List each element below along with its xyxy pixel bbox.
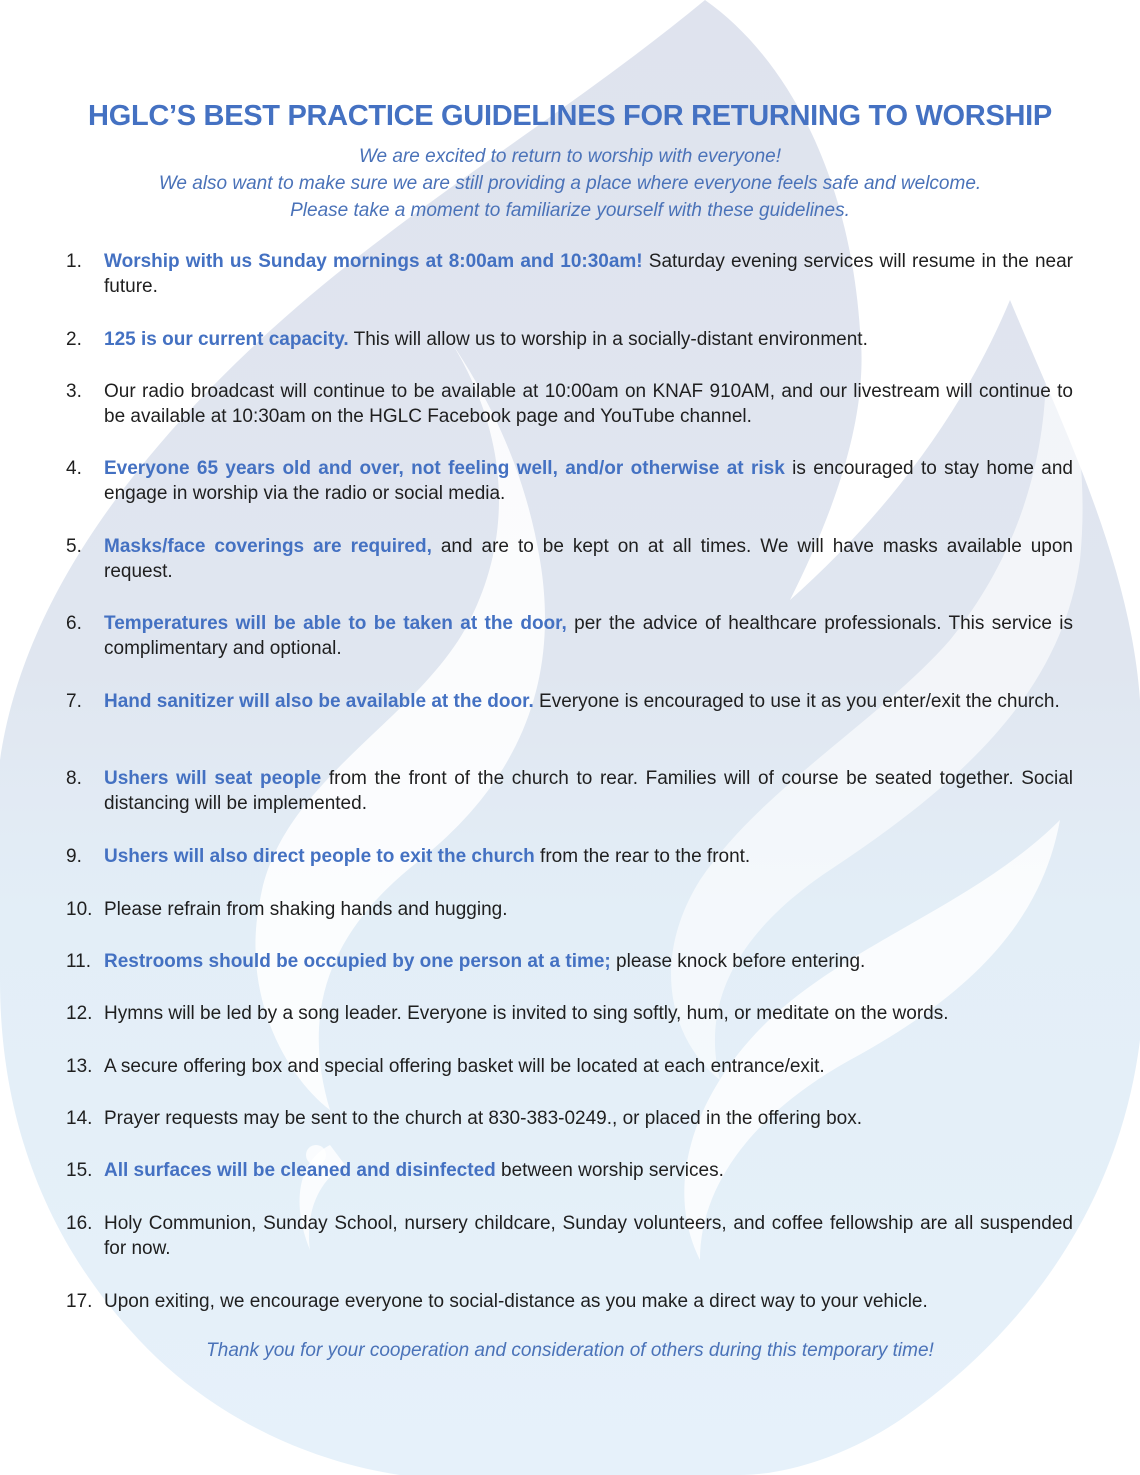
item-highlight: Ushers will seat people (104, 768, 322, 789)
item-text: please knock before entering. (610, 951, 866, 972)
item-highlight: Hand sanitizer will also be available at the door. (104, 691, 534, 712)
item-number: 7. (66, 691, 82, 712)
item-number: 6. (66, 613, 82, 634)
item-highlight: Worship with us Sunday mornings at 8:00am and 10:30am! (104, 251, 643, 272)
list-item (66, 689, 1073, 714)
list-item (66, 327, 1073, 352)
item-text: Please refrain from shaking hands and hugging. (104, 899, 508, 920)
item-text: Upon exiting, we encourage everyone to social-distance as you make a direct way to your vehicle. (104, 1291, 928, 1312)
item-body (104, 844, 1073, 869)
item-text: between worship services. (495, 1160, 724, 1181)
item-number: 2. (66, 329, 82, 350)
item-number: 1. (66, 251, 82, 272)
intro-text (0, 143, 1140, 224)
list-item (66, 897, 1073, 922)
item-body (104, 1054, 1073, 1079)
item-text: Saturday evening services will resume in the near future. (104, 251, 1073, 297)
item-highlight: 125 is our current capacity. (104, 329, 349, 350)
item-text: Prayer requests may be sent to the church at 830-383-0249., or placed in the offering box. (104, 1108, 862, 1129)
item-highlight: Everyone 65 years old and over, not feeling well, and/or otherwise at risk (104, 458, 785, 479)
list-item (66, 379, 1073, 429)
item-body (104, 1001, 1073, 1026)
item-number: 12. (66, 1003, 93, 1024)
item-text: Holy Communion, Sunday School, nursery childcare, Sunday volunteers, and coffee fellowship are all suspended for now. (104, 1213, 1073, 1259)
list-item (66, 1054, 1073, 1079)
item-number: 13. (66, 1056, 93, 1077)
item-text: and are to be kept on at all times. We will have masks available upon request. (104, 536, 1073, 582)
item-text: A secure offering box and special offering basket will be located at each entrance/exit. (104, 1056, 825, 1077)
page-title: HGLC’S BEST PRACTICE GUIDELINES FOR RETURNING TO WORSHIP (88, 100, 1052, 132)
item-text: Our radio broadcast will continue to be available at 10:00am on KNAF 910AM, and our livestream will continue to be available at 10:30am on the HGLC Facebook page and YouTube channel. (104, 381, 1073, 427)
item-number: 16. (66, 1213, 93, 1234)
item-number: 15. (66, 1160, 93, 1181)
list-item (66, 766, 1073, 816)
item-body (104, 689, 1073, 714)
item-text: per the advice of healthcare professionals. This service is complimentary and optional. (104, 613, 1073, 659)
item-number: 10. (66, 899, 93, 920)
item-highlight: Ushers will also direct people to exit the church (104, 846, 535, 867)
item-number: 8. (66, 768, 82, 789)
list-item (66, 249, 1073, 299)
item-body (104, 1289, 1073, 1314)
item-body (104, 897, 1073, 922)
item-body (104, 611, 1073, 661)
item-body (104, 766, 1073, 816)
list-item (66, 1158, 1073, 1183)
item-highlight: Temperatures will be able to be taken at the door, (104, 613, 567, 634)
item-body (104, 949, 1073, 974)
item-highlight: All surfaces will be cleaned and disinfected (104, 1160, 496, 1181)
item-body (104, 534, 1073, 584)
item-highlight: Restrooms should be occupied by one person at a time; (104, 951, 611, 972)
item-body (104, 379, 1073, 429)
item-number: 3. (66, 381, 82, 402)
intro-line: We are excited to return to worship with everyone! (358, 146, 782, 167)
list-item (66, 1001, 1073, 1026)
list-item (66, 844, 1073, 869)
item-text: from the rear to the front. (534, 846, 751, 867)
item-body (104, 1106, 1073, 1131)
list-item (66, 456, 1073, 506)
intro-line: Please take a moment to familiarize yourself with these guidelines. (290, 200, 850, 221)
item-number: 4. (66, 458, 82, 479)
item-text: from the front of the church to rear. Families will of course be seated together. Social distancing will be implemented. (104, 768, 1073, 814)
item-text: This will allow us to worship in a socially-distant environment. (348, 329, 868, 350)
item-body (104, 1211, 1073, 1261)
item-number: 9. (66, 846, 82, 867)
list-item (66, 949, 1073, 974)
item-body (104, 1158, 1073, 1183)
item-number: 14. (66, 1108, 93, 1129)
list-item (66, 1211, 1073, 1261)
item-body (104, 456, 1073, 506)
item-number: 11. (66, 951, 92, 972)
item-number: 17. (66, 1291, 93, 1312)
list-item (66, 611, 1073, 661)
item-text: Everyone is encouraged to use it as you enter/exit the church. (533, 691, 1060, 712)
list-item (66, 1106, 1073, 1131)
item-body (104, 249, 1073, 299)
list-item (66, 534, 1073, 584)
list-item (66, 1289, 1073, 1314)
item-highlight: Masks/face coverings are required, (104, 536, 432, 557)
item-number: 5. (66, 536, 82, 557)
intro-line: We also want to make sure we are still providing a place where everyone feels safe and welcome. (158, 173, 982, 194)
item-body (104, 327, 1073, 352)
item-text: is encouraged to stay home and engage in worship via the radio or social media. (104, 458, 1073, 504)
closing-message: Thank you for your cooperation and consideration of others during this temporary time! (206, 1340, 934, 1361)
item-text: Hymns will be led by a song leader. Everyone is invited to sing softly, hum, or meditate on the words. (104, 1003, 949, 1024)
